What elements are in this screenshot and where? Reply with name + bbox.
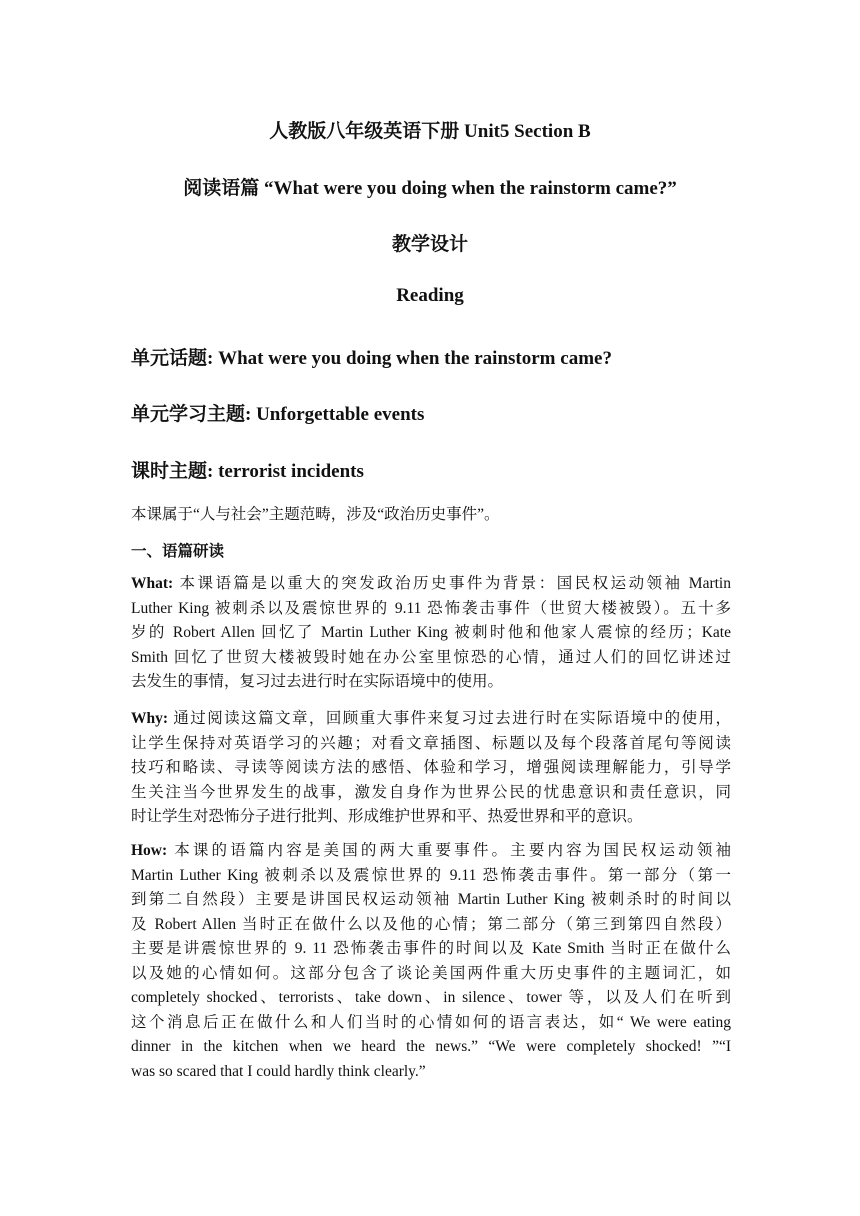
section-heading: 一、语篇研读 bbox=[131, 543, 225, 560]
paragraph-line: 以及她的心情如何。这部分包含了谈论美国两件重大历史事件的主题词汇，如 bbox=[131, 964, 731, 982]
paragraph-line: was so scared that I could hardly think clearly.” bbox=[131, 1062, 426, 1080]
paragraph-line: 让学生保持对英语学习的兴趣；对看文章插图、标题以及每个段落首尾句等阅读 bbox=[131, 734, 731, 752]
paragraph-line: Martin Luther King 被刺杀以及震惊世界的 9.11 恐怖袭击事件。第一部分（第一 bbox=[131, 866, 731, 884]
unit-theme-text: Unforgettable events bbox=[251, 404, 425, 425]
doc-reading-title: Reading bbox=[396, 285, 464, 306]
paragraph-line: dinner in the kitchen when we heard the news.” “We were completely shocked! ”“I bbox=[131, 1038, 731, 1055]
lesson-theme-label: 课时主题: bbox=[131, 461, 214, 482]
paragraph-line: 到第二自然段）主要是讲国民权运动领袖 Martin Luther King 被刺杀时的时间以 bbox=[131, 891, 731, 908]
what-paragraph bbox=[131, 572, 731, 695]
paragraph-line: 生关注当今世界发生的战事，激发自身作为世界公民的忧患意识和责任意识，同 bbox=[131, 783, 731, 801]
paragraph-line: 这个消息后正在做什么和人们当时的心情如何的语言表达，如“ We were eating bbox=[131, 1013, 731, 1031]
paragraph-line: 及 Robert Allen 当时正在做什么以及他的心情；第二部分（第三到第四自然段） bbox=[131, 915, 731, 933]
unit-topic-label: 单元话题: bbox=[131, 348, 214, 369]
doc-title: 人教版八年级英语下册 Unit5 Section B bbox=[269, 121, 591, 142]
unit-topic-heading bbox=[131, 343, 612, 370]
doc-subtitle: 阅读语篇 “What were you doing when the rainstorm came?” bbox=[183, 178, 677, 199]
what-label: What: bbox=[131, 575, 174, 592]
paragraph-line: Smith 回忆了世贸大楼被毁时她在办公室里惊恐的心情，通过人们的回忆讲述过 bbox=[131, 648, 731, 666]
paragraph-line: 时让学生对恐怖分子进行批判、形成维护世界和平、热爱世界和平的意识。 bbox=[131, 808, 643, 825]
paragraph-line: 本课语篇是以重大的突发政治历史事件为背景：国民权运动领袖 Martin bbox=[173, 575, 731, 592]
paragraph-line: 技巧和略读、寻读等阅读方法的感悟、体验和学习，增强阅读理解能力，引导学 bbox=[131, 759, 731, 776]
paragraph-line: 去发生的事情，复习过去进行时在实际语境中的使用。 bbox=[131, 673, 504, 690]
paragraph-line: 主要是讲震惊世界的 9. 11 恐怖袭击事件的时间以及 Kate Smith 当时正在做什么 bbox=[131, 940, 731, 957]
lesson-theme-text: terrorist incidents bbox=[213, 461, 364, 482]
why-label: Why: bbox=[131, 710, 169, 727]
unit-topic-text: What were you doing when the rainstorm came? bbox=[213, 348, 612, 369]
how-paragraph bbox=[131, 839, 731, 1084]
why-paragraph bbox=[131, 707, 731, 830]
how-label: How: bbox=[131, 842, 168, 859]
paragraph-line: 通过阅读这篇文章，回顾重大事件来复习过去进行时在实际语境中的使用， bbox=[168, 710, 731, 727]
unit-theme-label: 单元学习主题: bbox=[131, 404, 252, 425]
doc-design-title: 教学设计 bbox=[391, 234, 468, 255]
paragraph-line: completely shocked、terrorists、take down、in silence、tower 等，以及人们在听到 bbox=[131, 989, 731, 1006]
lesson-theme-heading bbox=[131, 456, 364, 483]
paragraph-line: Luther King 被刺杀以及震惊世界的 9.11 恐怖袭击事件（世贸大楼被毁）。五十多 bbox=[131, 599, 731, 617]
paragraph-line: 本课的语篇内容是美国的两大重要事件。主要内容为国民权运动领袖 bbox=[167, 842, 731, 859]
unit-theme-heading bbox=[131, 399, 424, 426]
paragraph-line: 岁的 Robert Allen 回忆了 Martin Luther King 被刺时他和他家人震惊的经历；Kate bbox=[131, 624, 731, 641]
intro-paragraph: 本课属于“人与社会”主题范畴，涉及“政治历史事件”。 bbox=[131, 506, 500, 523]
